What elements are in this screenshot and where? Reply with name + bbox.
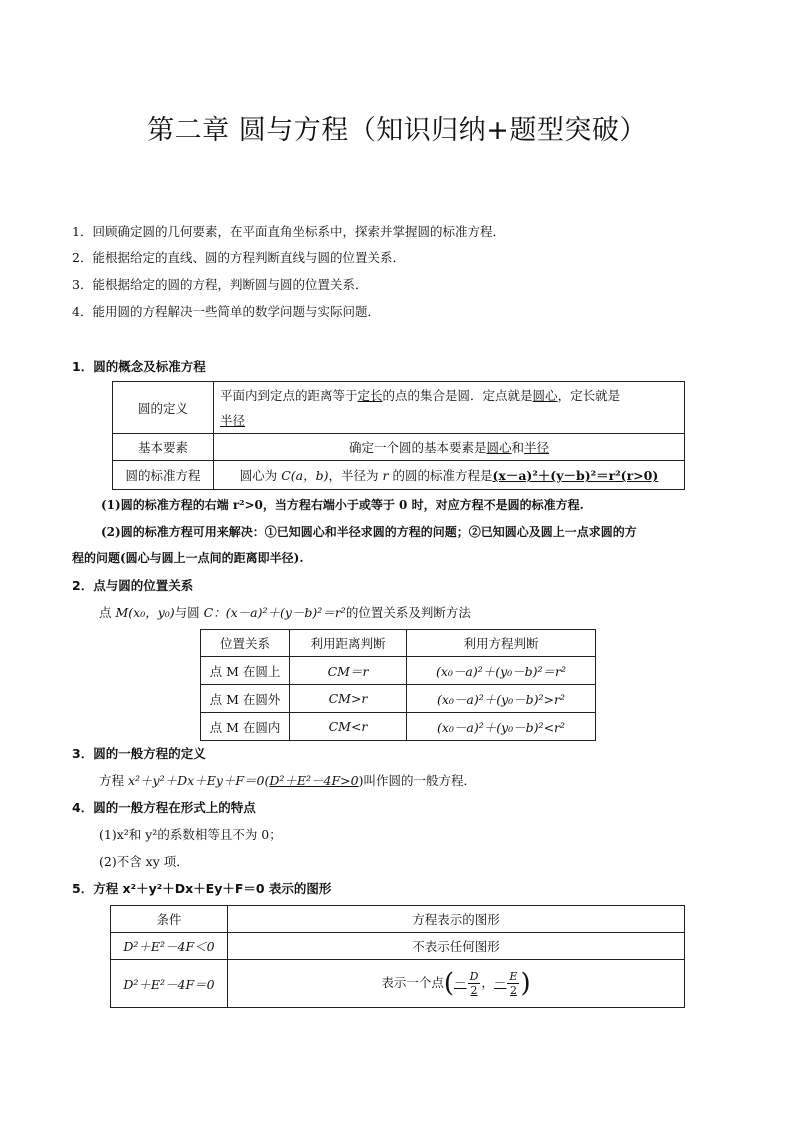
header-graph: 方程表示的图形 (228, 906, 685, 933)
section-5-heading: 5．方程 x²＋y²＋Dx＋Ey＋F＝0 表示的图形 (72, 881, 332, 896)
general-eq-graph-table (110, 905, 685, 1008)
fixed-length: 定长 (357, 387, 383, 403)
goal-3: 3．能根据给定的圆的方程，判断圆与圆的位置关系． (72, 277, 368, 292)
point-circle-table (200, 629, 596, 741)
section-3-heading: 3．圆的一般方程的定义 (72, 746, 206, 761)
definition-cell: 平面内到定点的距离等于定长的点的集合是圆．定点就是圆心，定长就是 半径 (214, 382, 685, 434)
point-cell: 表示一个点(－ $\frac{D}{2}$ ，－ $\frac{E}{2}$ ) (228, 960, 685, 1008)
table-row: 点 M 在圆内 CM<r (x₀－a)²＋(y₀－b)²<r² (201, 713, 596, 741)
header-position: 位置关系 (201, 630, 290, 657)
header-equation: 利用方程判断 (407, 630, 596, 657)
row-label-definition: 圆的定义 (113, 382, 214, 434)
general-eq-condition: D²＋E²－4F>0 (269, 773, 359, 788)
standard-eq-cell: 圆心为 C(a，b)，半径为 r 的圆的标准方程是(x－a)²＋(y－b)²＝r²(r>0) (214, 461, 685, 490)
note-2a: (2)圆的标准方程可用来解决：①已知圆心和半径求圆的方程的问题；②已知圆心及圆上一点求圆的方 (101, 525, 637, 539)
row-label-elements: 基本要素 (113, 434, 214, 461)
goal-1: 1．回顾确定圆的几何要素，在平面直角坐标系中，探索并掌握圆的标准方程． (72, 224, 505, 239)
table-row: 点 M 在圆外 CM>r (x₀－a)²＋(y₀－b)²>r² (201, 685, 596, 713)
header-condition: 条件 (111, 906, 228, 933)
section-2-heading: 2．点与圆的位置关系 (72, 578, 194, 593)
feature-1: (1)x²和 y²的系数相等且不为 0； (99, 827, 282, 842)
radius-term: 半径 (220, 412, 246, 428)
circle-concept-table (112, 381, 685, 490)
goal-2: 2．能根据给定的直线、圆的方程判断直线与圆的位置关系． (72, 250, 405, 265)
section-4-heading: 4．圆的一般方程在形式上的特点 (72, 800, 256, 815)
table-row: D²＋E²－4F＜0 不表示任何图形 (111, 933, 685, 960)
row-label-standard-eq: 圆的标准方程 (113, 461, 214, 490)
general-equation-def: 方程 x²＋y²＋Dx＋Ey＋F＝0(D²＋E²－4F>0)叫作圆的一般方程． (99, 773, 477, 788)
header-distance: 利用距离判断 (290, 630, 407, 657)
feature-2: (2)不含 xy 项． (99, 854, 189, 869)
note-2b: 程的问题(圆心与圆上一点间的距离即半径). (72, 551, 304, 565)
page-title: 第二章 圆与方程（知识归纳+题型突破） (147, 115, 647, 146)
center-term: 圆心 (532, 387, 558, 403)
elements-cell: 确定一个圆的基本要素是圆心和半径 (214, 434, 685, 461)
section-2-intro: 点 M(x₀，y₀)与圆 C：(x－a)²＋(y－b)²＝r²的位置关系及判断方法 (99, 605, 471, 620)
table-row: D²＋E²－4F＝0 表示一个点(－ $\frac{D}{2}$ ，－ $\frac{E}{2}$ ) (111, 960, 685, 1008)
table-row: 点 M 在圆上 CM＝r (x₀－a)²＋(y₀－b)²＝r² (201, 657, 596, 685)
note-1: (1)圆的标准方程的右端 r²>0，当方程右端小于或等于 0 时，对应方程不是圆的标准方程. (101, 498, 584, 512)
section-1-heading: 1．圆的概念及标准方程 (72, 359, 206, 374)
goal-4: 4．能用圆的方程解决一些简单的数学问题与实际问题． (72, 304, 380, 319)
standard-equation: (x－a)²＋(y－b)²＝r²(r>0) (492, 468, 659, 483)
